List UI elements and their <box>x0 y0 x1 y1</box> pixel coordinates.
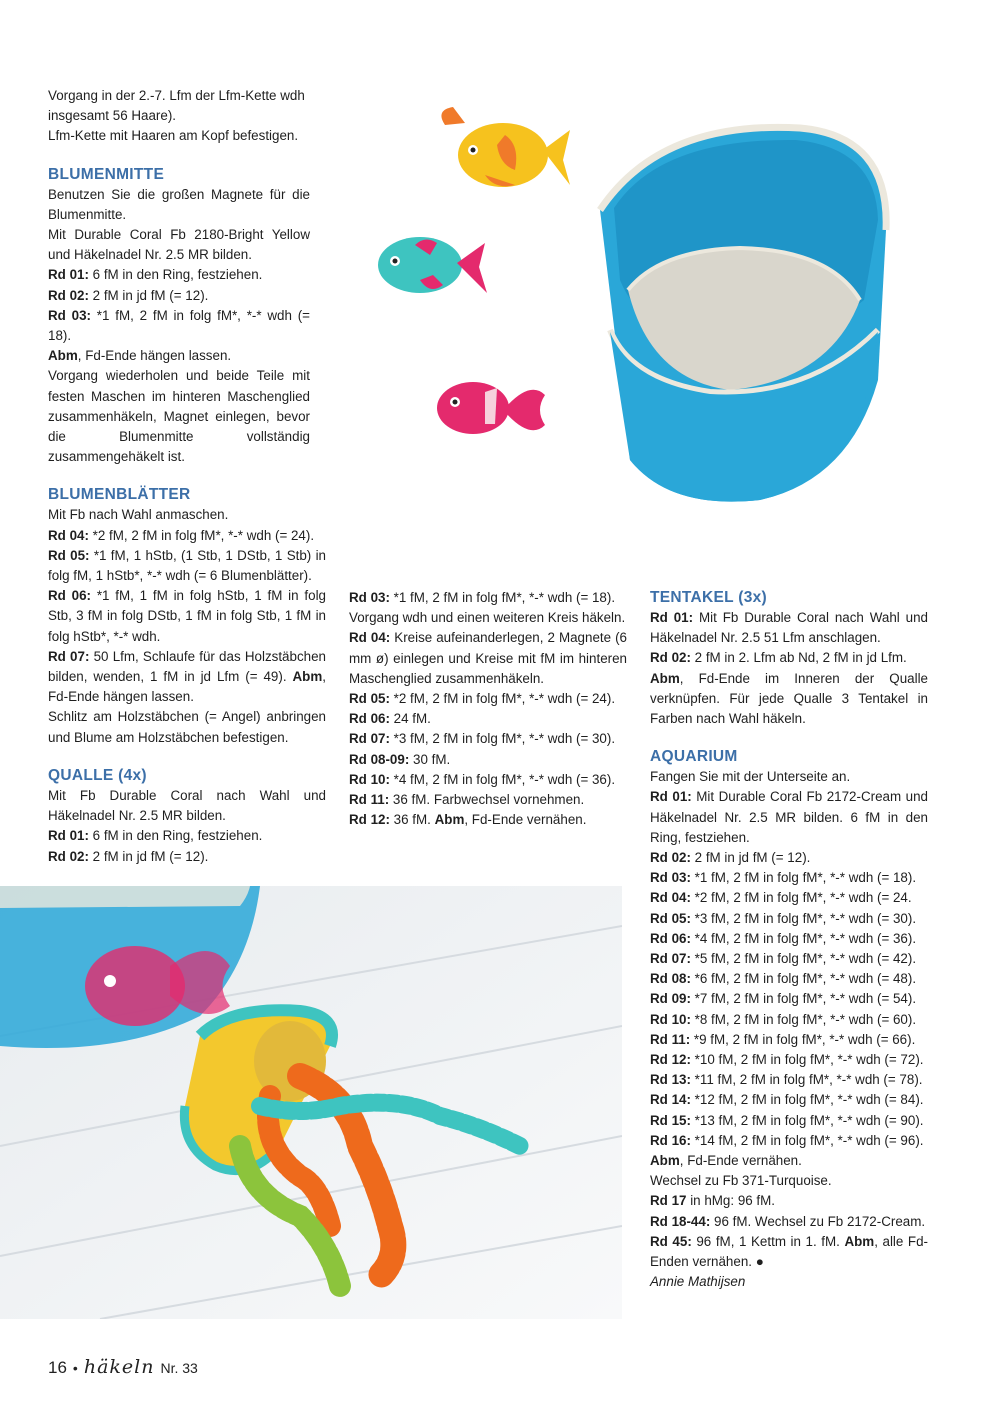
instruction-text: *1 fM, 2 fM in folg fM*, *-* wdh (= 18). <box>389 590 616 605</box>
instruction-line <box>650 608 928 648</box>
instruction-text: 36 fM. <box>389 812 435 828</box>
instruction-text: 6 fM in den Ring, festziehen. <box>88 828 263 844</box>
round-label: Rd 04: <box>349 630 391 646</box>
instruction-text: , alle Fd-Enden vernähen. ● <box>650 1233 928 1270</box>
round-label: Rd 05: <box>650 910 691 926</box>
section-body <box>48 185 310 468</box>
round-label: Abm <box>650 1153 680 1169</box>
photo-jellyfish <box>0 886 622 1319</box>
instruction-text: , Fd-Ende vernähen. <box>679 1153 802 1169</box>
round-label: Rd 03: <box>48 307 91 323</box>
section-body <box>349 588 627 830</box>
bold-term: Abm <box>292 669 323 685</box>
intro-line: Lfm-Kette mit Haaren am Kopf befestigen. <box>48 128 299 144</box>
instruction-text: 2 fM in 2. Lfm ab Nd, 2 fM in jd Lfm. <box>690 650 907 666</box>
instruction-line <box>650 1131 928 1151</box>
instruction-line <box>48 366 310 467</box>
instruction-text: Vorgang wdh und einen weiteren Kreis häkeln. <box>349 610 626 626</box>
instruction-line <box>650 1171 928 1191</box>
instruction-text: , Fd-Ende im Inneren der Qualle verknüpfen. Für jede Qualle 3 Tentakel in Farben nach Wahl häkeln. <box>650 670 928 727</box>
instruction-text: *14 fM, 2 fM in folg fM*, *-* wdh (= 96). <box>690 1132 924 1148</box>
instruction-line <box>650 1070 928 1090</box>
magazine-name: häkeln <box>83 1356 155 1378</box>
round-label: Rd 10: <box>650 1011 691 1027</box>
instruction-line <box>48 306 310 346</box>
round-label: Rd 04: <box>650 890 691 906</box>
section-qualle <box>48 766 326 867</box>
instruction-text: Benutzen Sie die großen Magnete für die Blumenmitte. <box>48 186 310 222</box>
instruction-text: *2 fM, 2 fM in folg fM*, *-* wdh (= 24). <box>88 527 315 543</box>
instruction-line <box>650 989 928 1009</box>
instruction-line <box>349 729 627 749</box>
instruction-text: , Fd-Ende hängen lassen. <box>48 669 326 705</box>
instruction-text: Kreise aufeinanderlegen, 2 Magnete (6 mm ø) einlegen und Kreise mit fM im hinteren Maschenglied zusammenhäkeln. <box>349 630 627 686</box>
instruction-line <box>349 790 627 810</box>
instruction-line <box>650 1090 928 1110</box>
instruction-line <box>48 786 326 826</box>
instruction-text: *1 fM, 1 fM in folg hStb, 1 fM in folg Stb, 3 fM in folg DStb, 1 fM in folg Stb, 1 fM in folg hStb*, *-* wdh. <box>48 588 326 644</box>
bold-term: Abm <box>434 812 465 828</box>
instruction-text: Mit Fb nach Wahl anmaschen. <box>48 507 229 523</box>
round-label: Abm <box>650 670 680 686</box>
page-number: 16 <box>48 1358 67 1377</box>
instruction-text: *5 fM, 2 fM in folg fM*, *-* wdh (= 42). <box>690 951 917 967</box>
intro-line: insgesamt 56 Haare). <box>48 108 177 124</box>
round-label: Rd 11: <box>349 792 390 808</box>
instruction-text: *9 fM, 2 fM in folg fM*, *-* wdh (= 66). <box>690 1031 916 1047</box>
instruction-text: 2 fM in jd fM (= 12). <box>88 287 209 303</box>
instruction-line <box>650 1030 928 1050</box>
round-label: Rd 09: <box>650 991 691 1007</box>
round-label: Rd 14: <box>650 1092 691 1108</box>
instruction-text: Wechsel zu Fb 371-Turquoise. <box>650 1173 832 1189</box>
round-label: Rd 01: <box>48 267 89 283</box>
instruction-text: Mit Fb Durable Coral nach Wahl und Häkelnadel Nr. 2.5 MR bilden. <box>48 787 326 824</box>
issue-number: Nr. 33 <box>160 1360 198 1376</box>
instruction-text: *8 fM, 2 fM in folg fM*, *-* wdh (= 60). <box>690 1011 917 1027</box>
round-label: Rd 01: <box>650 610 694 625</box>
round-label: Rd 12: <box>349 812 390 828</box>
instruction-line <box>48 526 326 546</box>
round-label: Rd 06: <box>650 930 691 946</box>
instruction-text: Vorgang wiederholen und beide Teile mit festen Maschen im hinteren Maschenglied zusammenhäkeln, Magnet einlegen, bevor die Blumenmitte vollständig zusammengehäkelt ist. <box>48 368 310 465</box>
instruction-text: 24 fM. <box>389 711 431 727</box>
page-footer <box>48 1356 198 1384</box>
instruction-line <box>650 1191 928 1211</box>
instruction-line <box>349 770 627 790</box>
section-title: QUALLE (4x) <box>48 766 147 784</box>
instruction-text: *4 fM, 2 fM in folg fM*, *-* wdh (= 36). <box>389 771 616 787</box>
instruction-text: *11 fM, 2 fM in folg fM*, *-* wdh (= 78). <box>690 1072 923 1088</box>
instruction-text: *3 fM, 2 fM in folg fM*, *-* wdh (= 30). <box>690 910 917 926</box>
section-blumenmitte <box>48 165 326 468</box>
instruction-line <box>650 1212 928 1232</box>
instruction-line <box>48 505 326 525</box>
instruction-text: 36 fM. Farbwechsel vornehmen. <box>389 792 585 808</box>
instruction-text: 2 fM in jd fM (= 12). <box>690 850 811 866</box>
instruction-line <box>349 628 627 689</box>
instruction-line <box>48 265 310 285</box>
round-label: Rd 45: <box>650 1233 692 1249</box>
instruction-text: , Fd-Ende vernähen. <box>464 812 587 828</box>
round-label: Rd 16: <box>650 1132 691 1148</box>
round-label: Rd 06: <box>48 588 92 604</box>
footer-bullet: • <box>72 1360 78 1376</box>
instruction-text: *12 fM, 2 fM in folg fM*, *-* wdh (= 84). <box>690 1092 924 1108</box>
column-left <box>48 86 326 867</box>
instruction-line <box>650 969 928 989</box>
instruction-text: *13 fM, 2 fM in folg fM*, *-* wdh (= 90). <box>690 1112 924 1128</box>
intro-line: Vorgang in der 2.-7. Lfm der Lfm-Kette wdh <box>48 88 305 103</box>
instruction-text: 2 fM in jd fM (= 12). <box>88 848 209 864</box>
round-label: Rd 08-09: <box>349 751 410 767</box>
instruction-line <box>650 669 928 730</box>
round-label: Rd 13: <box>650 1072 691 1088</box>
round-label: Rd 05: <box>349 691 390 707</box>
round-label: Rd 05: <box>48 547 90 563</box>
instruction-text: , Fd-Ende hängen lassen. <box>77 348 232 364</box>
section-tentakel <box>650 588 928 729</box>
round-label: Rd 02: <box>650 850 691 866</box>
instruction-text: *6 fM, 2 fM in folg fM*, *-* wdh (= 48). <box>690 971 917 987</box>
instruction-line <box>349 588 627 608</box>
bold-term: Abm <box>844 1233 875 1249</box>
round-label: Rd 11: <box>650 1031 691 1047</box>
instruction-text: Fangen Sie mit der Unterseite an. <box>650 769 851 785</box>
instruction-line <box>650 949 928 969</box>
instruction-line <box>349 608 627 628</box>
instruction-line <box>48 185 310 225</box>
instruction-text: 96 fM. Wechsel zu Fb 2172-Cream. <box>710 1213 926 1229</box>
round-label: Rd 06: <box>349 711 390 727</box>
instruction-line <box>349 810 627 830</box>
instruction-line <box>48 225 310 265</box>
round-label: Rd 08: <box>650 971 691 987</box>
instruction-line <box>650 1232 928 1272</box>
instruction-text: *1 fM, 2 fM in folg fM*, *-* wdh (= 18). <box>690 870 917 886</box>
instruction-line <box>650 929 928 949</box>
section-title: BLUMENMITTE <box>48 165 165 183</box>
round-label: Rd 01: <box>650 789 692 805</box>
instruction-line <box>650 1050 928 1070</box>
instruction-line <box>650 1151 928 1171</box>
instruction-line <box>48 847 326 867</box>
round-label: Rd 15: <box>650 1112 691 1128</box>
instruction-text: Schlitz am Holzstäbchen (= Angel) anbringen und Blume am Holzstäbchen befestigen. <box>48 709 326 745</box>
instruction-line <box>48 826 326 846</box>
section-body <box>650 767 928 1272</box>
section-title: TENTAKEL (3x) <box>650 589 768 606</box>
round-label: Rd 04: <box>48 527 89 543</box>
instruction-line <box>349 750 627 770</box>
instruction-line <box>48 346 310 366</box>
instruction-text: *2 fM, 2 fM in folg fM*, *-* wdh (= 24. <box>690 890 912 906</box>
photo-aquarium-basket <box>330 80 999 550</box>
round-label: Rd 07: <box>48 648 90 664</box>
instruction-text: *1 fM, 2 fM in folg fM*, *-* wdh (= 18). <box>48 307 310 344</box>
instruction-text: 96 fM, 1 Kettm in 1. fM. <box>691 1233 845 1249</box>
column-right <box>650 588 928 1293</box>
instruction-text: in hMg: 96 fM. <box>686 1193 776 1209</box>
instruction-text: Mit Durable Coral Fb 2172-Cream und Häkelnadel Nr. 2.5 MR bilden. 6 fM in den Ring, festziehen. <box>650 789 928 845</box>
round-label: Rd 17 <box>650 1193 687 1209</box>
instruction-line <box>650 848 928 868</box>
instruction-text: Mit Fb Durable Coral nach Wahl und Häkelnadel Nr. 2.5 51 Lfm anschlagen. <box>650 610 928 646</box>
instruction-line <box>48 286 310 306</box>
round-label: Rd 07: <box>650 951 691 967</box>
round-label: Rd 10: <box>349 771 390 787</box>
instruction-text: *4 fM, 2 fM in folg fM*, *-* wdh (= 36). <box>690 930 917 946</box>
section-blumenblaetter <box>48 485 326 747</box>
instruction-line <box>650 1010 928 1030</box>
section-title: BLUMENBLÄTTER <box>48 486 191 504</box>
instruction-line <box>650 1111 928 1131</box>
instruction-text: *3 fM, 2 fM in folg fM*, *-* wdh (= 30). <box>389 731 616 747</box>
round-label: Rd 01: <box>48 828 89 844</box>
round-label: Rd 18-44: <box>650 1213 711 1229</box>
instruction-line <box>349 689 627 709</box>
section-body <box>48 505 326 747</box>
instruction-text: *10 fM, 2 fM in folg fM*, *-* wdh (= 72). <box>690 1052 924 1068</box>
section-title: AQUARIUM <box>650 748 738 766</box>
instruction-line <box>650 909 928 929</box>
round-label: Rd 02: <box>650 650 691 666</box>
round-label: Rd 02: <box>48 848 89 864</box>
instruction-text: 6 fM in den Ring, festziehen. <box>88 267 263 283</box>
round-label: Rd 03: <box>650 870 691 886</box>
instruction-line <box>650 648 928 668</box>
instruction-text: *2 fM, 2 fM in folg fM*, *-* wdh (= 24). <box>389 691 616 707</box>
section-body <box>650 608 928 729</box>
instruction-line <box>48 707 326 747</box>
instruction-line <box>48 546 326 586</box>
intro-text <box>48 86 326 147</box>
section-aquarium <box>650 747 928 1272</box>
author-credit: Annie Mathijsen <box>650 1274 746 1290</box>
round-label: Rd 03: <box>349 590 390 605</box>
instruction-line <box>650 787 928 848</box>
round-label: Rd 02: <box>48 287 89 303</box>
instruction-line <box>650 767 928 787</box>
round-label: Abm <box>48 348 78 364</box>
instruction-line <box>48 647 326 708</box>
column-middle <box>349 588 627 830</box>
instruction-line <box>650 888 928 908</box>
instruction-text: Mit Durable Coral Fb 2180-Bright Yellow und Häkelnadel Nr. 2.5 MR bilden. <box>48 227 310 263</box>
instruction-text: 30 fM. <box>409 751 451 767</box>
instruction-line <box>48 586 326 647</box>
round-label: Rd 07: <box>349 731 390 747</box>
instruction-line <box>349 709 627 729</box>
round-label: Rd 12: <box>650 1052 691 1068</box>
instruction-line <box>650 868 928 888</box>
instruction-text: *1 fM, 1 hStb, (1 Stb, 1 DStb, 1 Stb) in folg fM, 1 hStb*, *-* wdh (= 6 Blumenblätter). <box>48 547 326 584</box>
instruction-text: *7 fM, 2 fM in folg fM*, *-* wdh (= 54). <box>690 991 917 1007</box>
section-body <box>48 786 326 867</box>
instruction-text: 50 Lfm, Schlaufe für das Holzstäbchen bilden, wenden, 1 fM in jd Lfm (= 49). <box>48 648 326 685</box>
